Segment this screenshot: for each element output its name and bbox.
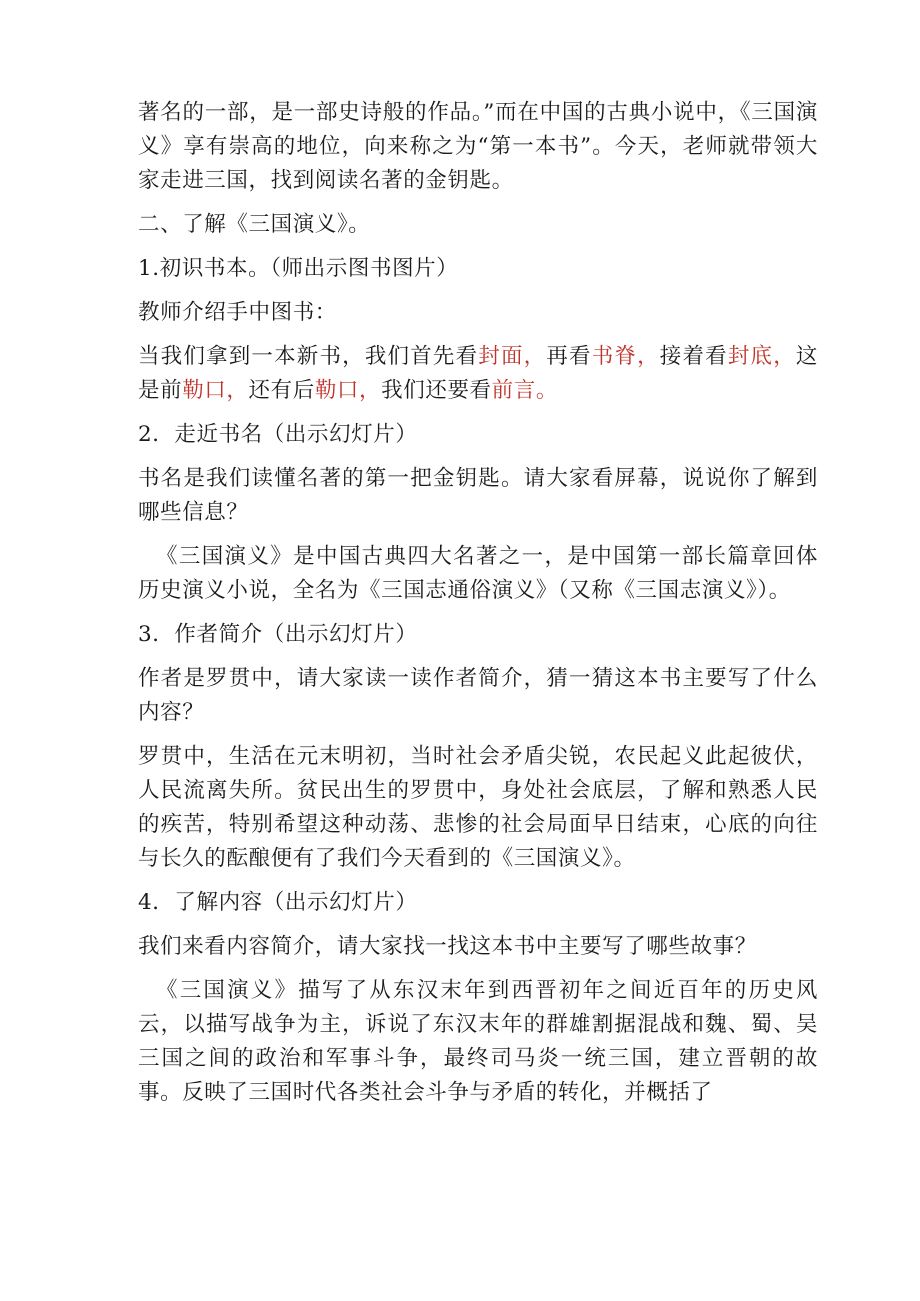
paragraph-content-question: 我们来看内容简介，请大家找一找这本书中主要写了哪些故事？ [138,934,757,959]
paragraph-author-question: 作者是罗贯中，请大家读一读作者简介，猜一猜这本书主要写了什么内容？ [138,666,818,725]
term-back-cover: 封底， [727,344,796,369]
subheading-book-intro: 1.初识书本。（师出示图书图片） [138,256,459,281]
paragraph-title-info: 《三国演义》是中国古典四大名著之一，是中国第一部长篇章回体历史演义小说，全名为《三国志通俗演义》（又称《三国志演义》）。 [138,544,818,603]
paragraph-title-question: 书名是我们读懂名著的第一把金钥匙。请大家看屏幕，说说你了解到哪些信息？ [138,466,818,525]
subheading-book-title: 2．走近书名（出示幻灯片） [138,422,418,447]
text-segment: 我们还要看 [381,378,492,403]
section-heading-understand: 二、了解《三国演义》。 [138,212,371,237]
text-segment: 还有后 [248,378,315,403]
paragraph-content-summary: 《三国演义》描写了从东汉末年到西晋初年之间近百年的历史风云，以描写战争为主，诉说了东汉末年的群雄割据混战和魏、蜀、吴三国之间的政治和军事斗争，最终司马炎一统三国，建立晋朝的故事。反映了三国时代各类社会斗争与矛盾的转化，并概括了 [138,978,818,1105]
text-segment: 这是前 [138,344,818,403]
term-spine: 书脊， [591,344,660,369]
text-segment: 再看 [546,344,592,369]
subheading-author: 3．作者简介（出示幻灯片） [138,622,418,647]
text-segment: 接着看 [659,344,728,369]
term-preface: 前言。 [491,378,558,403]
text-segment: 当我们拿到一本新书，我们首先看 [138,344,479,369]
paragraph-teacher-intro: 教师介绍手中图书： [138,300,337,325]
document-page [138,96,818,1120]
term-cover: 封面， [478,344,547,369]
paragraph-intro: 著名的一部，是一部史诗般的作品。”而在中国的古典小说中，《三国演义》享有崇高的地位，向来称之为“第一本书”。今天，老师就带领大家走进三国，找到阅读名著的金钥匙。 [138,100,818,193]
paragraph-book-parts [138,340,818,408]
paragraph-author-bio: 罗贯中，生活在元末明初，当时社会矛盾尖锐，农民起义此起彼伏，人民流离失所。贫民出生的罗贯中，身处社会底层，了解和熟悉人民的疾苦，特别希望这种动荡、悲惨的社会局面早日结束，心底的向往与长久的酝酿便有了我们今天看到的《三国演义》。 [138,744,818,871]
term-back-flap: 勒口， [314,378,382,403]
subheading-content: 4．了解内容（出示幻灯片） [138,890,418,915]
term-front-flap: 勒口， [182,378,249,403]
